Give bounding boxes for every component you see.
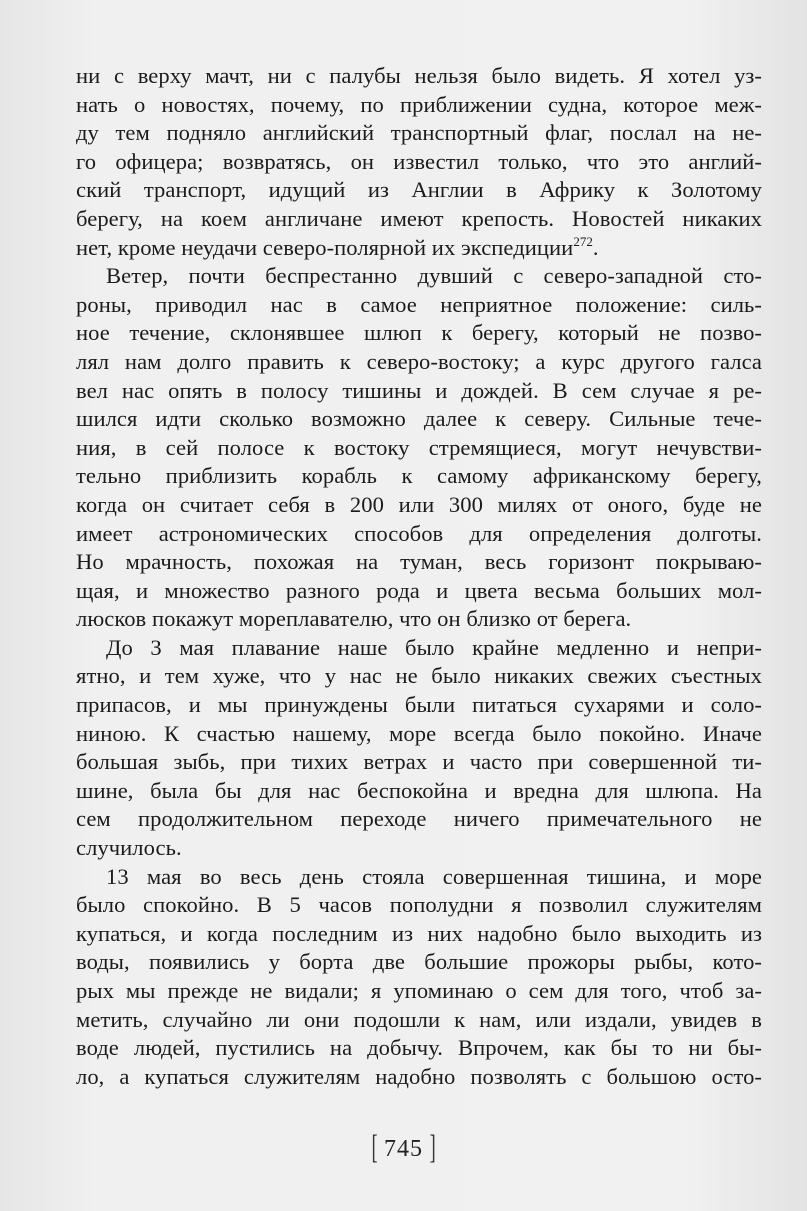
page-number-footer [0,1129,807,1166]
text-line: тельно приблизить корабль к самому африканскому берегу, [76,463,762,489]
text-line: лял нам долго править к северо-востоку; а курс другого галса [76,348,762,374]
text-line: рых мы прежде не видали; я упоминаю о сем для того, чтоб за- [76,978,762,1003]
page-number-bracket-close: ] [429,1129,436,1166]
text-line: купаться, и когда последним из них надобно было выходить из [76,920,762,946]
paragraph-first-line: Ветер, почти беспрестанно дувший с северо-западной сто- [106,263,762,289]
text-line: метить, случайно ли они подошли к нам, или издали, увидев в [76,1006,762,1032]
text-line: го офицера; возвратясь, он известил только, что это англий- [76,148,762,174]
text-line: ло, а купаться служителям надобно позволять с большою осто- [76,1063,762,1089]
paragraph-first-line: 13 мая во весь день стояла совершенная тишина, и море [106,863,762,889]
paragraph-first-line: До 3 мая плавание наше было крайне медленно и непри- [106,634,762,660]
text-line: шине, была бы для нас беспокойна и вредна для шлюпа. На [76,777,762,803]
text-line: случилось. [76,835,182,861]
text-line: когда он считает себя в 200 или 300 милях от оного, буде не [76,491,762,517]
page-number: 745 [384,1136,423,1162]
footnote-reference: 272 [573,233,593,249]
text-line: вел нас опять в полосу тишины и дождей. В сем случае я ре- [76,377,762,403]
text-line: щая, и множество разного рода и цвета весьма больших мол- [76,577,762,603]
sentence-period: . [592,234,599,260]
text-line: воде людей, пустились на добычу. Впрочем, как бы то ни бы- [76,1035,762,1061]
text-line: люсков покажут мореплавателю, что он близко от берега. [76,606,632,632]
text-line: нать о новостях, почему, по приближении судна, которое меж- [76,91,762,117]
text-line: ятно, и тем хуже, что у нас не было никаких свежих съестных [76,663,762,689]
text-line: ду тем подняло английский транспортный флаг, послал на не- [76,120,762,146]
body-text [76,62,762,1091]
text-line: Но мрачность, похожая на туман, весь горизонт покрываю- [76,549,762,575]
text-line-content: нет, кроме неудачи северо-полярной их экспедиции [76,234,574,260]
text-line: берегу, на коем англичане имеют крепость. Новостей никаких [76,205,762,231]
page-number-bracket-open: [ [371,1129,378,1166]
text-line: роны, приводил нас в самое неприятное положение: силь- [76,291,762,317]
text-line: сем продолжительном переходе ничего примечательного не [76,806,762,832]
text-line: припасов, и мы принуждены были питаться сухарями и соло- [76,692,762,718]
text-line: шился идти сколько возможно далее к северу. Сильные тече- [76,406,762,432]
text-line: воды, появились у борта две большие прожоры рыбы, кото- [76,949,762,975]
text-line: ский транспорт, идущий из Англии в Африку к Золотому [76,177,762,203]
text-line: имеет астрономических способов для определения долготы. [76,520,762,546]
text-line: ния, в сей полосе к востоку стремящиеся, могут нечувстви- [76,434,762,460]
text-line: было спокойно. В 5 часов пополудни я позволил служителям [76,892,762,918]
text-line: ниною. К счастью нашему, море всегда было покойно. Иначе [76,720,762,746]
text-line: ни с верху мачт, ни с палубы нельзя было видеть. Я хотел уз- [76,63,762,88]
text-line: ное течение, склонявшее шлюп к берегу, который не позво- [76,320,762,346]
text-line-with-footnote [76,234,762,263]
text-line: большая зыбь, при тихих ветрах и часто при совершенной ти- [76,749,762,775]
